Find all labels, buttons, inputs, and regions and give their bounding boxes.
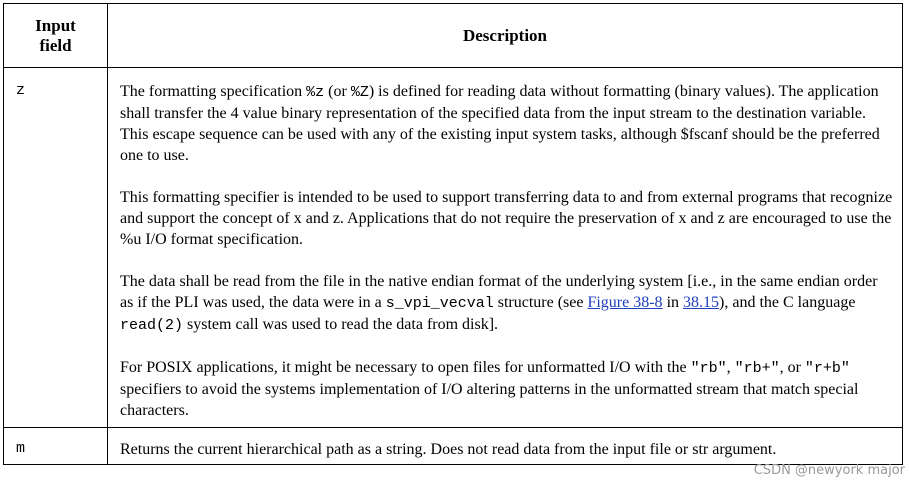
field-z: z: [4, 68, 108, 428]
paragraph-external-programs: This formatting specifier is intended to be used to support transferring data to and from external programs that recognize and support the concept of x and z. Applications that do not require the preservation of x and z are encouraged to use the %u I/O format specification.: [120, 189, 893, 248]
table-row-m: [4, 428, 903, 465]
csdn-watermark: CSDN @newyork major: [753, 463, 905, 478]
header-input-field: Input field: [4, 4, 108, 68]
paragraph-endian-format: The data shall be read from the file in the native endian format of the underlying system [i.e., in the same endian order as if the PLI was used, the data were in a s_vpi_vecval structure (see Figure 38-8 in 38.15), and the C language read(2) system call was used to read the data from disk].: [120, 273, 878, 334]
link-section-38-15[interactable]: 38.15: [683, 294, 720, 311]
format-spec-table: [3, 3, 903, 465]
code-percent-z: %z: [306, 84, 325, 101]
link-figure-38-8[interactable]: Figure 38-8: [587, 294, 663, 311]
code-percent-Z: %Z: [350, 84, 369, 101]
code-read-2: read(2): [120, 317, 184, 334]
table-row-z: [4, 68, 903, 428]
code-s-vpi-vecval: s_vpi_vecval: [385, 295, 494, 312]
code-r-plus-b: "r+b": [804, 360, 850, 377]
paragraph-posix: For POSIX applications, it might be necessary to open files for unformatted I/O with the "rb", "rb+", or "r+b" specifiers to avoid the systems implementation of I/O altering patterns in the unformatted stream that match special characters.: [120, 359, 859, 419]
paragraph-binary-format: The formatting specification %z (or %Z) is defined for reading data without formatting (binary values). The application shall transfer the 4 value binary representation of the specified data from the input stream to the destination variable. This escape sequence can be used with any of the existing input system tasks, although $fscanf should be the preferred one to use.: [120, 83, 880, 164]
description-m: Returns the current hierarchical path as a string. Does not read data from the input file or str argument.: [108, 428, 903, 465]
header-description: Description: [108, 4, 903, 68]
code-rb: "rb": [690, 360, 727, 377]
description-z: [108, 68, 903, 428]
table-header-row: [4, 4, 903, 68]
field-m: m: [4, 428, 108, 465]
code-rb-plus: "rb+": [734, 360, 780, 377]
